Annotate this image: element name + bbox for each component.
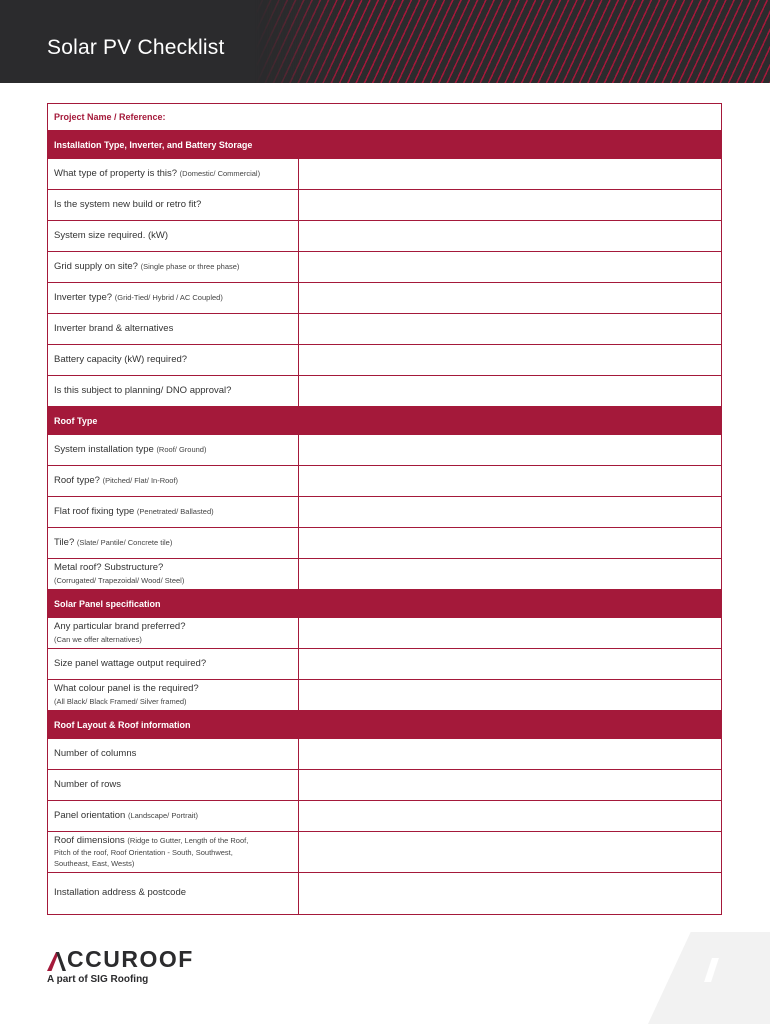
- answer-cell[interactable]: [299, 873, 721, 914]
- section-roof-type: [48, 407, 721, 435]
- question-cell: [48, 618, 299, 648]
- question-cell: [48, 466, 299, 496]
- answer-cell[interactable]: [299, 649, 721, 679]
- answer-cell[interactable]: [299, 680, 721, 710]
- question-text: System size required. (kW): [54, 229, 169, 241]
- question-text: Is the system new build or retro fit?: [54, 198, 202, 210]
- answer-cell[interactable]: [299, 435, 721, 465]
- section-title: Installation Type, Inverter, and Battery Storage: [54, 139, 253, 150]
- answer-cell[interactable]: [299, 221, 721, 251]
- logo-tagline: A part of SIG Roofing: [47, 974, 149, 985]
- question-cell: [48, 221, 299, 251]
- question-cell: [48, 680, 299, 710]
- project-name-row[interactable]: [48, 104, 721, 131]
- question-hint: (All Black/ Black Framed/ Silver framed): [54, 696, 187, 706]
- question-hint: (Pitched/ Flat/ In-Roof): [102, 475, 179, 485]
- table-row: [48, 252, 721, 283]
- question-text: Battery capacity (kW) required?: [54, 353, 188, 365]
- answer-cell[interactable]: [299, 466, 721, 496]
- logo-wordmark: [47, 947, 194, 971]
- question-text: Roof dimensions: [54, 834, 125, 846]
- checklist-table: [47, 103, 722, 915]
- question-cell: [48, 873, 299, 914]
- accuroof-logo: [47, 947, 194, 985]
- answer-cell[interactable]: [299, 770, 721, 800]
- table-row: [48, 618, 721, 649]
- question-text: Roof type?: [54, 474, 100, 486]
- answer-cell[interactable]: [299, 314, 721, 344]
- question-text: Metal roof? Substructure?: [54, 562, 164, 574]
- question-hint: (Slate/ Pantile/ Concrete tile): [76, 537, 173, 547]
- answer-cell[interactable]: [299, 801, 721, 831]
- question-cell: [48, 435, 299, 465]
- table-row: [48, 649, 721, 680]
- question-hint: (Corrugated/ Trapezoidal/ Wood/ Steel): [54, 575, 185, 585]
- table-row: [48, 832, 721, 873]
- answer-cell[interactable]: [299, 159, 721, 189]
- answer-cell[interactable]: [299, 559, 721, 589]
- question-text: Installation address & postcode: [54, 887, 187, 899]
- logo-a-icon: [47, 952, 66, 971]
- question-text: Panel orientation: [54, 809, 126, 821]
- question-cell: [48, 252, 299, 282]
- table-row: [48, 801, 721, 832]
- table-row: [48, 190, 721, 221]
- question-text: What type of property is this?: [54, 167, 178, 179]
- question-cell: [48, 801, 299, 831]
- answer-cell[interactable]: [299, 739, 721, 769]
- question-cell: [48, 739, 299, 769]
- question-hint-line-3: Southeast, East, Wests): [54, 859, 135, 869]
- question-hint: (Landscape/ Portrait): [127, 810, 198, 820]
- question-text: Any particular brand preferred?: [54, 621, 186, 633]
- question-cell: [48, 159, 299, 189]
- question-cell: [48, 376, 299, 406]
- question-text: Tile?: [54, 536, 75, 548]
- answer-cell[interactable]: [299, 497, 721, 527]
- question-cell: [48, 497, 299, 527]
- question-cell: [48, 832, 299, 872]
- answer-cell[interactable]: [299, 190, 721, 220]
- table-row: [48, 221, 721, 252]
- question-text: Size panel wattage output required?: [54, 657, 207, 669]
- answer-cell[interactable]: [299, 283, 721, 313]
- question-cell: [48, 314, 299, 344]
- section-title: Roof Layout & Roof information: [54, 719, 191, 730]
- question-text: Grid supply on site?: [54, 260, 138, 272]
- question-cell: [48, 190, 299, 220]
- project-name-label: Project Name / Reference:: [54, 112, 166, 122]
- question-text: Is this subject to planning/ DNO approval?: [54, 384, 232, 396]
- table-row: [48, 873, 721, 914]
- answer-cell[interactable]: [299, 528, 721, 558]
- question-text: Inverter type?: [54, 291, 113, 303]
- question-text: Inverter brand & alternatives: [54, 322, 174, 334]
- question-cell: [48, 283, 299, 313]
- table-row: [48, 466, 721, 497]
- section-title: Roof Type: [54, 415, 98, 426]
- answer-cell[interactable]: [299, 345, 721, 375]
- section-roof-layout: [48, 711, 721, 739]
- answer-cell[interactable]: [299, 618, 721, 648]
- question-hint: (Can we offer alternatives): [54, 634, 142, 644]
- question-cell: [48, 770, 299, 800]
- section-title: Solar Panel specification: [54, 598, 161, 609]
- question-text: Flat roof fixing type: [54, 505, 135, 517]
- question-hint: (Ridge to Gutter, Length of the Roof,: [127, 835, 249, 845]
- table-row: [48, 559, 721, 590]
- table-row: [48, 283, 721, 314]
- question-hint: (Domestic/ Commercial): [179, 168, 261, 178]
- table-row: [48, 376, 721, 407]
- question-hint-line-2: Pitch of the roof, Roof Orientation - South, Southwest,: [54, 848, 233, 858]
- table-row: [48, 314, 721, 345]
- question-text: Number of columns: [54, 747, 137, 759]
- answer-cell[interactable]: [299, 252, 721, 282]
- table-row: [48, 739, 721, 770]
- answer-cell[interactable]: [299, 376, 721, 406]
- section-installation-type: [48, 131, 721, 159]
- page-header: [0, 0, 770, 83]
- logo-text: CCUROOF: [67, 946, 194, 972]
- question-text: Number of rows: [54, 778, 122, 790]
- table-row: [48, 770, 721, 801]
- question-hint: (Penetrated/ Ballasted): [136, 506, 214, 516]
- question-cell: [48, 345, 299, 375]
- question-hint: (Grid-Tied/ Hybrid / AC Coupled): [114, 292, 223, 302]
- table-row: [48, 435, 721, 466]
- header-stripe-pattern: [255, 0, 770, 83]
- table-row: [48, 528, 721, 559]
- answer-cell[interactable]: [299, 832, 721, 872]
- section-solar-panel-spec: [48, 590, 721, 618]
- table-row: [48, 345, 721, 376]
- table-row: [48, 159, 721, 190]
- table-row: [48, 497, 721, 528]
- question-cell: [48, 559, 299, 589]
- question-cell: [48, 528, 299, 558]
- question-text: What colour panel is the required?: [54, 683, 199, 695]
- question-hint: (Roof/ Ground): [156, 444, 207, 454]
- table-row: [48, 680, 721, 711]
- page-title: Solar PV Checklist: [47, 36, 225, 59]
- question-cell: [48, 649, 299, 679]
- question-hint: (Single phase or three phase): [140, 261, 240, 271]
- question-text: System installation type: [54, 443, 154, 455]
